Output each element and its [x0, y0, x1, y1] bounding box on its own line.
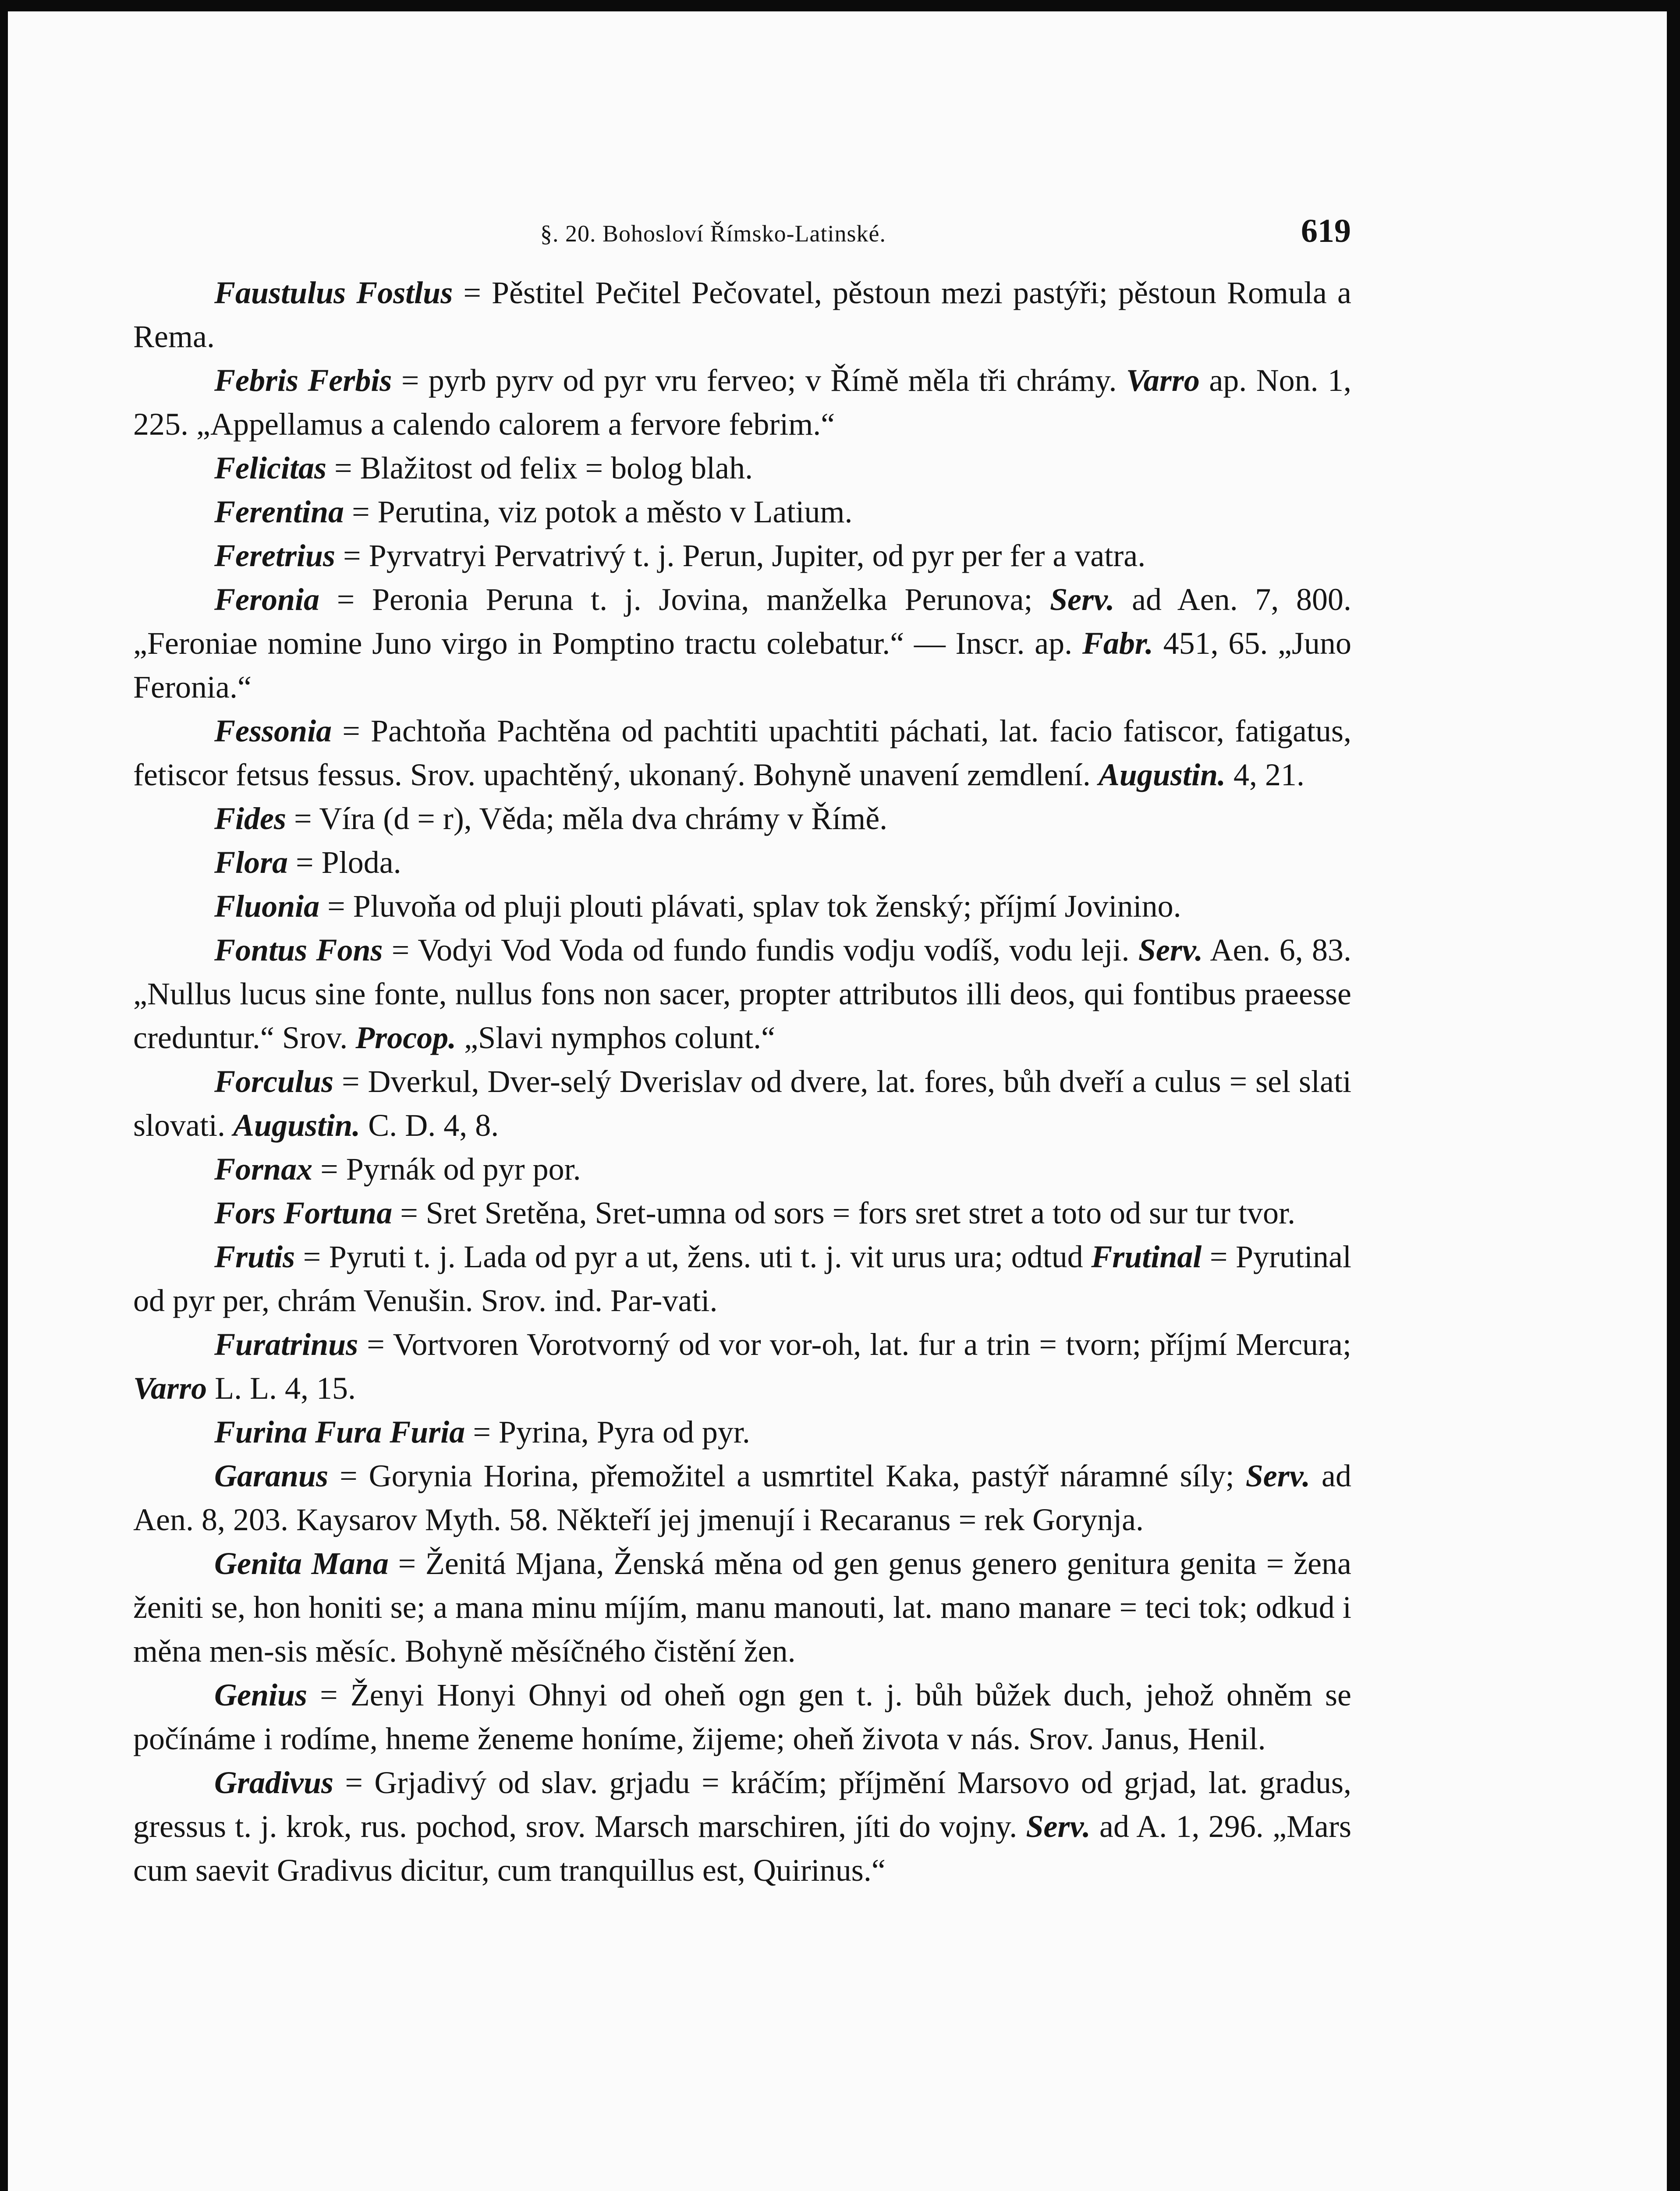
entry-text: = Pachtoňa Pachtěna od pachtiti upachtiti páchati, lat. facio fatiscor, fatigatus, fetiscor fetsus fessus. Srov. upachtěný, ukonaný. Bohyně unavení zemdlení.	[133, 713, 1351, 792]
entry-term: Fluonia	[214, 889, 320, 924]
dictionary-entry	[133, 1060, 1351, 1147]
entry-term: Fontus Fons	[214, 932, 383, 968]
entry-text: 451, 65. „Juno Feronia.“	[133, 626, 1351, 705]
citation-source: Serv.	[1138, 932, 1203, 968]
dictionary-entry	[133, 1542, 1351, 1673]
dictionary-entry	[133, 1410, 1351, 1454]
entry-term: Felicitas	[214, 450, 326, 486]
entry-text: L. L. 4, 15.	[207, 1371, 356, 1406]
entry-term: Forculus	[214, 1064, 334, 1099]
dictionary-entries	[133, 271, 1351, 1892]
dictionary-entry	[133, 884, 1351, 928]
entry-text: = pyrb pyrv od pyr vru ferveo; v Římě měla tři chrámy.	[392, 363, 1126, 398]
dictionary-entry	[133, 797, 1351, 840]
entry-text: ad Aen. 8, 203. Kaysarov Myth. 58. Někteří jej jmenují i Recaranus = rek Gorynja.	[133, 1458, 1351, 1537]
entry-term: Furatrinus	[214, 1327, 358, 1362]
entry-text: = Pyrvatryi Pervatrivý t. j. Perun, Jupiter, od pyr per fer a vatra.	[335, 538, 1146, 573]
entry-text: C. D. 4, 8.	[360, 1108, 499, 1143]
entry-text: = Grjadivý od slav. grjadu = kráčím; příjmění Marsovo od grjad, lat. gradus, gressus t. j. krok, rus. pochod, srov. Marsch marschiren, jíti do vojny.	[133, 1765, 1351, 1844]
dictionary-entry	[133, 928, 1351, 1060]
dictionary-entry	[133, 1147, 1351, 1191]
dictionary-entry	[133, 1235, 1351, 1322]
entry-text: = Ploda.	[288, 845, 401, 880]
dictionary-entry	[133, 271, 1351, 358]
dictionary-entry	[133, 358, 1351, 446]
entry-term: Genita Mana	[214, 1546, 389, 1581]
entry-text: „Slavi nymphos colunt.“	[456, 1020, 776, 1055]
entry-text: = Pyruti t. j. Lada od pyr a ut, žens. uti t. j. vit urus ura; odtud	[295, 1239, 1092, 1274]
dictionary-entry	[133, 534, 1351, 578]
entry-text: = Sret Sretěna, Sret-umna od sors = fors sret stret a toto od sur tur tvor.	[392, 1195, 1296, 1230]
entry-text: = Dverkul, Dver-selý Dverislav od dvere, lat. fores, bůh dveří a culus = sel slati slovati.	[133, 1064, 1351, 1143]
citation-source: Varro	[1126, 363, 1200, 398]
entry-term: Furina Fura Furia	[214, 1415, 465, 1450]
citation-source: Fabr.	[1082, 626, 1153, 661]
entry-term: Feronia	[214, 582, 320, 617]
entry-term: Fors Fortuna	[214, 1195, 393, 1230]
entry-text: = Gorynia Horina, přemožitel a usmrtitel Kaka, pastýř náramné síly;	[328, 1458, 1246, 1493]
entry-term: Flora	[214, 845, 288, 880]
entry-text: = Peronia Peruna t. j. Jovina, manželka Perunova;	[319, 582, 1050, 617]
entry-text: = Pěstitel Pečitel Pečovatel, pěstoun mezi pastýři; pěstoun Romula a Rema.	[133, 275, 1351, 354]
dictionary-entry	[133, 1761, 1351, 1892]
entry-text: = Blažitost od felix = bolog blah.	[326, 450, 753, 486]
entry-term: Fornax	[214, 1152, 313, 1187]
entry-text: Aen. 6, 83. „Nullus lucus sine fonte, nullus fons non sacer, propter attributos illi deos, qui fontibus praeesse creduntur.“ Srov.	[133, 932, 1352, 1055]
entry-text: = Vortvoren Vorotvorný od vor vor-oh, lat. fur a trin = tvorn; příjmí Mercura;	[358, 1327, 1351, 1362]
entry-term: Faustulus Fostlus	[214, 275, 453, 310]
entry-term: Ferentina	[214, 494, 344, 529]
dictionary-entry	[133, 490, 1351, 534]
entry-text: = Vodyi Vod Voda od fundo fundis vodju vodíš, vodu leji.	[383, 932, 1138, 968]
running-header	[540, 212, 1351, 254]
entry-term: Genius	[214, 1677, 308, 1712]
dictionary-entry	[133, 1322, 1351, 1410]
entry-text: 4, 21.	[1226, 757, 1305, 792]
entry-text: = Pyrutinal od pyr per, chrám Venušin. Srov. ind. Par-vati.	[133, 1239, 1351, 1318]
dictionary-entry	[133, 1673, 1351, 1761]
header-title: §. 20. Bohosloví Římsko-Latinské.	[540, 220, 886, 247]
entry-text: = Pluvoňa od pluji plouti plávati, splav tok ženský; příjmí Jovinino.	[319, 889, 1181, 924]
entry-term: Fides	[214, 801, 287, 836]
entry-text: = Pyrina, Pyra od pyr.	[465, 1415, 750, 1450]
dictionary-entry	[133, 578, 1351, 709]
entry-term: Frutis	[214, 1239, 295, 1274]
entry-text: = Ženitá Mjana, Ženská měna od gen genus genero genitura genita = žena ženiti se, hon honiti se; a mana minu míjím, manu manouti, lat. mano manare = teci tok; odkud i měna men-sis měsíc. Bohyně měsíčného čistění žen.	[133, 1546, 1351, 1669]
entry-text: = Víra (d = r), Věda; měla dva chrámy v Římě.	[286, 801, 888, 836]
dictionary-entry	[133, 1191, 1351, 1235]
entry-text: ad Aen. 7, 800. „Feroniae nomine Juno virgo in Pomptino tractu colebatur.“ — Inscr. ap.	[133, 582, 1351, 661]
dictionary-entry	[133, 709, 1351, 797]
entry-term: Fessonia	[214, 713, 332, 748]
entry-text: = Perutina, viz potok a město v Latium.	[344, 494, 853, 529]
entry-text: ap. Non. 1, 225. „Appellamus a calendo calorem a fervore febrim.“	[133, 363, 1352, 442]
entry-term: Feretrius	[214, 538, 336, 573]
entry-text: = Ženyi Honyi Ohnyi od oheň ogn gen t. j. bůh bůžek duch, jehož ohněm se počínáme i rodíme, hneme ženeme honíme, žijeme; oheň života v nás. Srov. Janus, Henil.	[133, 1677, 1351, 1756]
dictionary-entry	[133, 446, 1351, 490]
citation-source: Serv.	[1050, 582, 1115, 617]
entry-text: = Pyrnák od pyr por.	[312, 1152, 581, 1187]
citation-source: Augustin.	[1098, 757, 1226, 792]
citation-source: Frutinal	[1091, 1239, 1202, 1274]
citation-source: Varro	[133, 1371, 207, 1406]
citation-source: Procop.	[355, 1020, 457, 1055]
page-number: 619	[1301, 213, 1351, 249]
entry-term: Gradivus	[214, 1765, 334, 1800]
dictionary-entry	[133, 1454, 1351, 1542]
citation-source: Serv.	[1245, 1458, 1311, 1493]
citation-source: Augustin.	[233, 1108, 361, 1143]
entry-term: Garanus	[214, 1458, 329, 1493]
entry-term: Febris Ferbis	[214, 363, 392, 398]
dictionary-entry	[133, 840, 1351, 884]
entry-text: ad A. 1, 296. „Mars cum saevit Gradivus dicitur, cum tranquillus est, Quirinus.“	[133, 1809, 1351, 1888]
citation-source: Serv.	[1026, 1809, 1091, 1844]
